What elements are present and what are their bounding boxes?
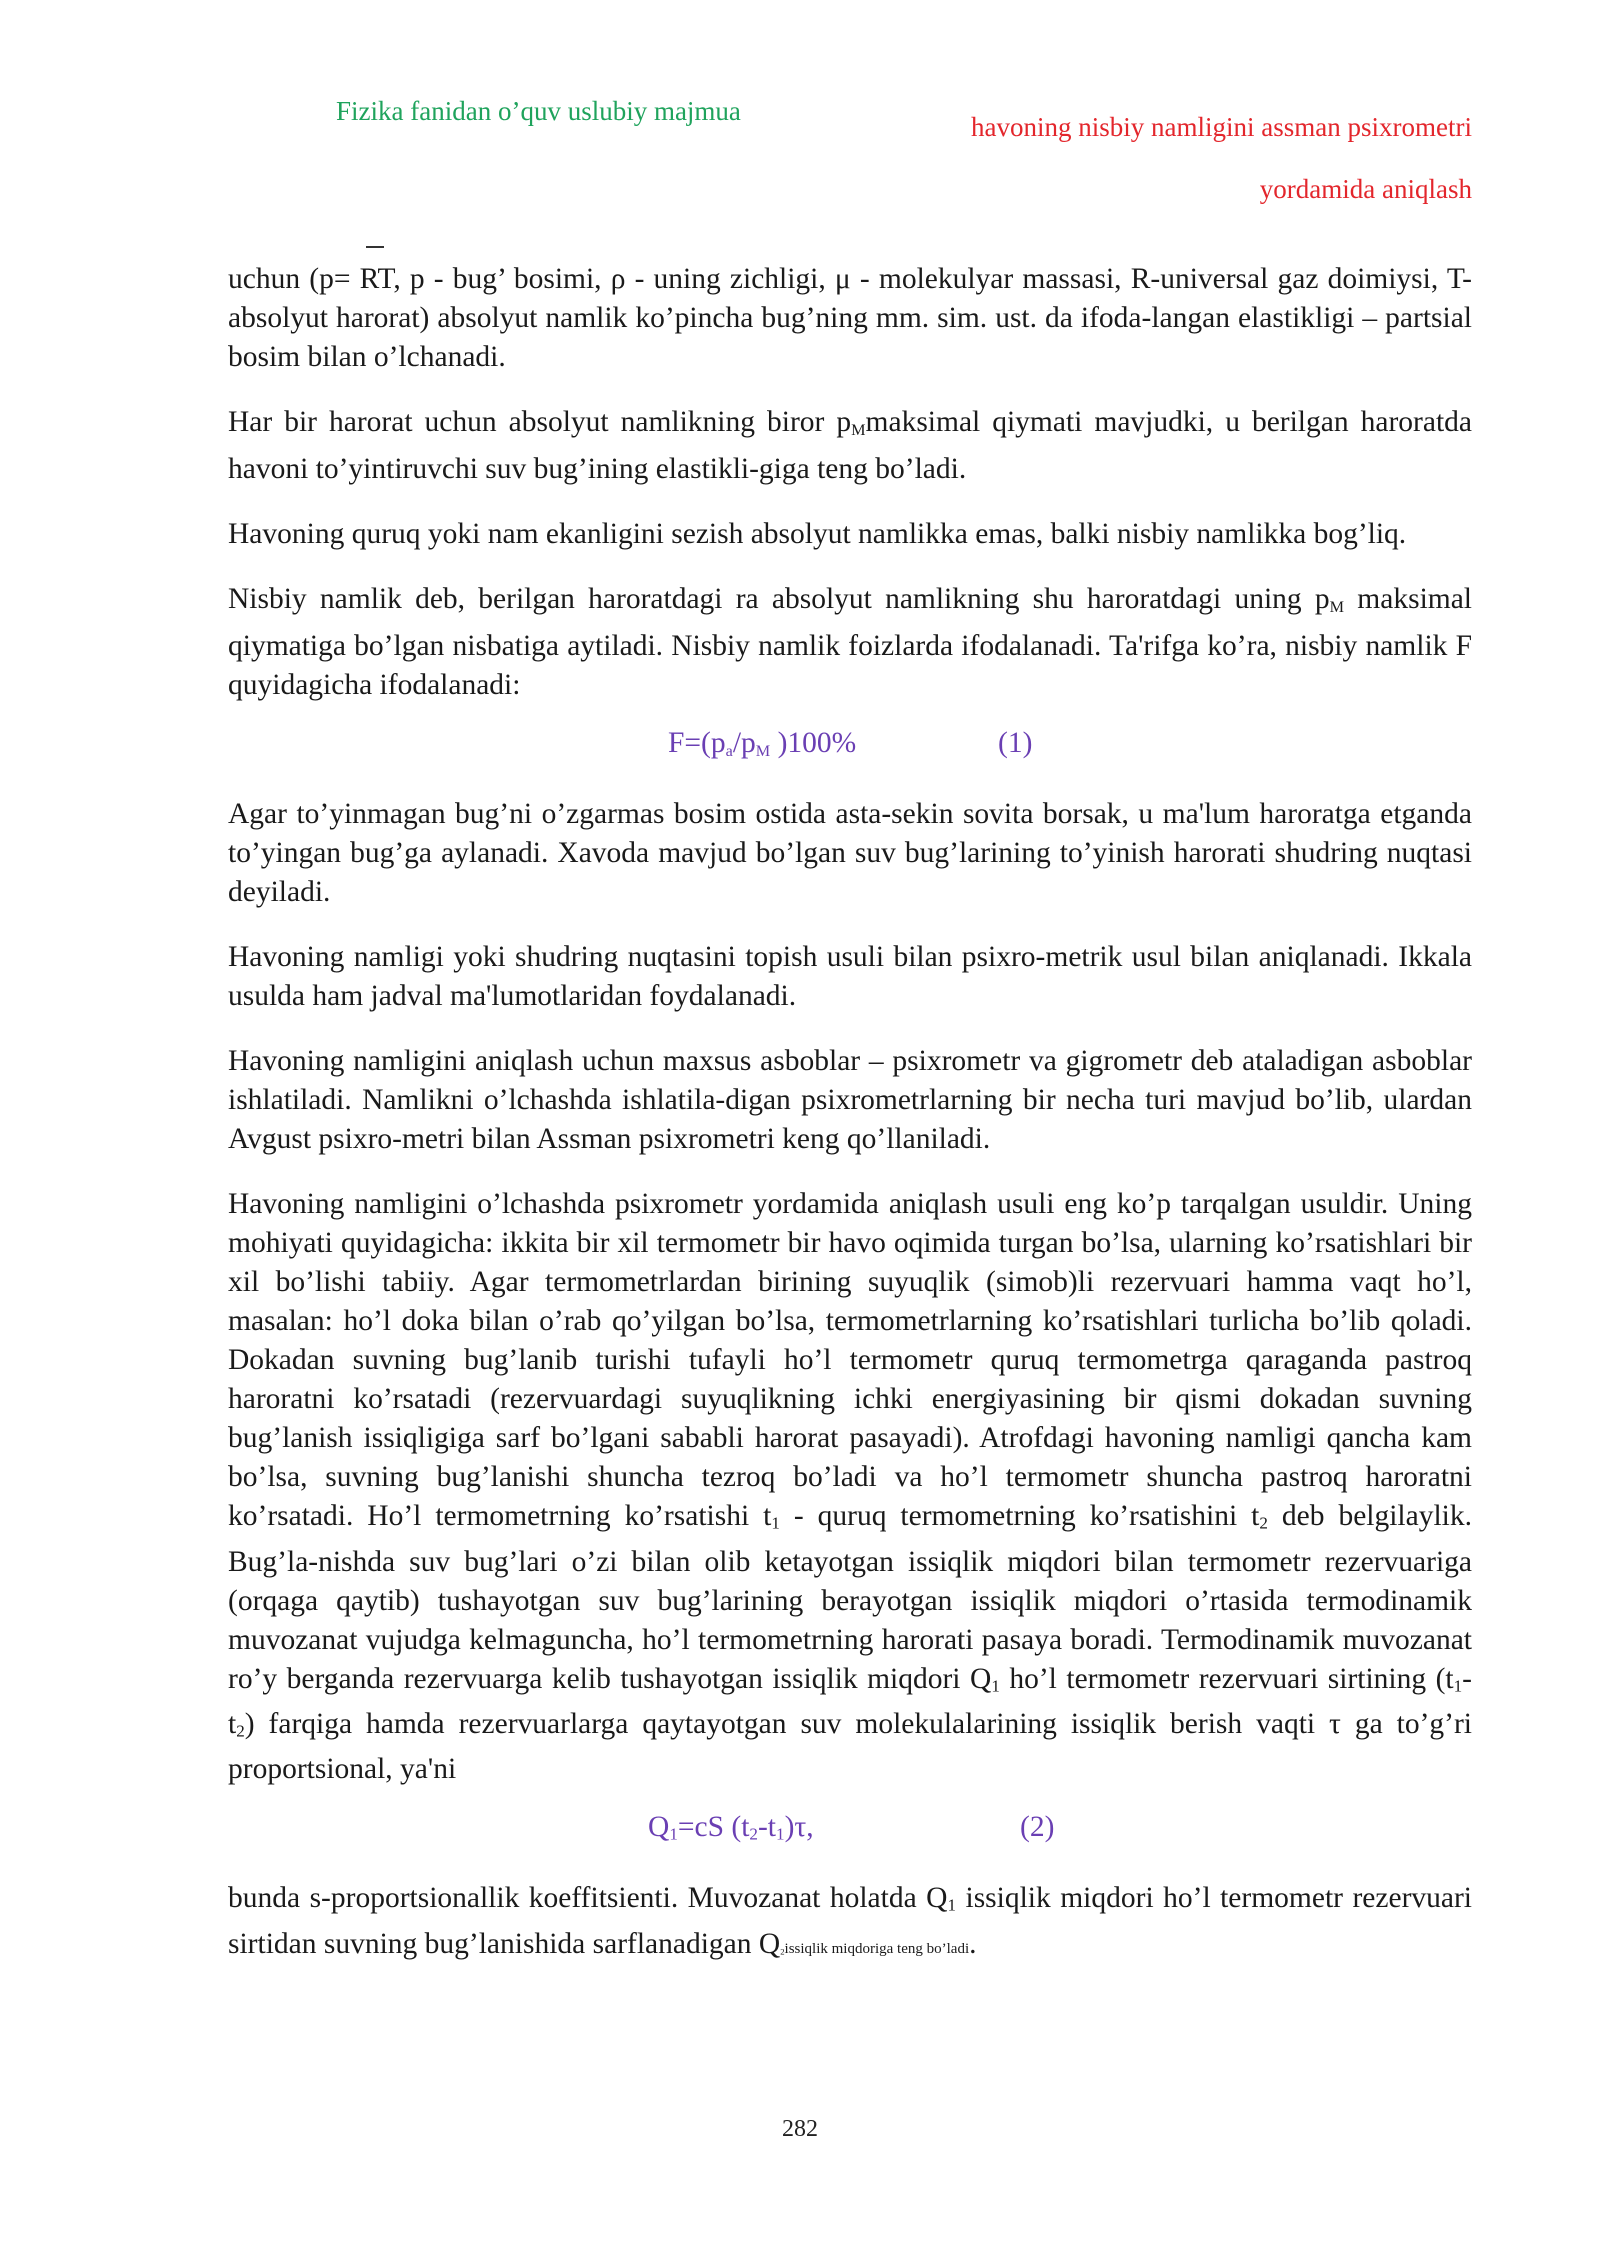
page-number: 282 <box>782 2116 818 2142</box>
paragraph-4: Nisbiy namlik deb, berilgan haroratdagi ra absolyut namlikning shu haroratdagi uning $p_M$ maksimal qiymatiga bo’lgan nisbatiga aytiladi. Nisbiy namlik foizlarda ifodalanadi. Ta'rifga ko’ra, nisbiy namlik F quyidagicha ifodalanadi: <box>228 583 1472 702</box>
paragraph-6: Havoning namligi yoki shudring nuqtasini topish usuli bilan psixro-metrik usul bilan aniqlanadi. Ikkala usulda ham jadval ma'lumotlaridan foydalanadi. <box>228 941 1472 1013</box>
formula-1-number: (1) <box>998 727 1033 760</box>
formula-1-expression: $F=(p_a/p_M$ )100% <box>668 727 857 761</box>
paragraph-5: Agar to’yinmagan bug’ni o’zgarmas bosim ostida asta-sekin sovita borsak, u ma'lum haroratga etganda to’yingan bug’ga aylanadi. Xavoda mavjud bo’lgan suv bug’larining to’yinish harorati shudring nuqtasi deyiladi. <box>228 798 1472 909</box>
paragraph-3: Havoning quruq yoki nam ekanligini sezish absolyut namlikka emas, balki nisbiy namlikka bog’liq. <box>228 518 1407 551</box>
formula-1 <box>228 727 1472 783</box>
paragraph-1: uchun (p= RT, p - bug’ bosimi, ρ - uning zichligi, μ - molekulyar massasi, R-universal gaz doimiysi, T-absolyut harorat) absolyut namlik ko’pincha bug’ning mm. sim. ust. da ifoda-langan elastikligi – partsial bosim bilan o’lchanadi. <box>228 263 1472 373</box>
paragraph-9: bunda s-proportsionallik koeffitsienti. Muvozanat holatda Q1 issiqlik miqdori ho’l termometr rezervuari sirtidan suvning bug’lanishida sarflanadigan Q2issiqlik miqdoriga teng bo’ladi. <box>228 1882 1473 1960</box>
paragraph-8: Havoning namligini o’lchashda psixrometr yordamida aniqlash usuli eng ko’p tarqalgan usuldir. Uning mohiyati quyidagicha: ikkita bir xil termometr bir havo oqimida turgan bo’lsa, ularning ko’rsatishlari bir xil bo’lishi tabiiy. Agar termometrlardan birining suyuqlik (simob)li rezervuari hamma vaqt ho’l, masalan: ho’l doka bilan o’rab qo’yilgan bo’lsa, termometrlarning ko’rsatishlari turlicha bo’lib qoladi. Dokadan suvning bug’lanib turishi tufayli ho’l termometr quruq termometrga qaraganda pastroq haroratni ko’rsatadi (rezervuardagi suyuqlikning ichki energiyasining bir qismi dokadan suvning bug’lanish issiqligiga sarf bo’lgani sababli harorat pasayadi). Atrofdagi havoning namligi qancha kam bo’lsa, suvning bug’lanishi shuncha tezroq bo’ladi va ho’l termometr shuncha pastroq haroratni ko’rsatadi. Ho’l termometrning ko’rsatishi t1 - quruq termometrning ko’rsatishini t2 deb belgilaylik. Bug’la-nishda suv bug’lari o’zi bilan olib ketayotgan issiqlik miqdori bilan termometr rezervuariga (orqaga qaytib) tushayotgan suv bug’larining berayotgan issiqlik miqdori o’rtasida termodinamik muvozanat vujudga kelmaguncha, ho’l termometrning harorati pasaya boradi. Termodinamik muvozanat ro’y berganda rezervuarga kelib tushayotgan issiqlik miqdori Q1 ho’l termometr rezervuari sirtining (t1-t2) farqiga hamda rezervuarlarga qaytayotgan suv molekulalarining issiqlik berish vaqti τ ga to’g’ri proportsional, ya'ni <box>228 1188 1472 1786</box>
formula-2-number: (2) <box>1020 1811 1055 1844</box>
fraction-bar <box>366 246 384 248</box>
header-right-line-2: yordamida aniqlash <box>1259 174 1472 204</box>
header-right-title <box>832 96 1472 220</box>
formula-2 <box>228 1811 1472 1867</box>
header-left-title: Fizika fanidan o’quv uslubiy majmua <box>336 96 741 126</box>
header-right-line-1: havoning nisbiy namligini assman psixrometri <box>971 112 1472 142</box>
paragraph-7: Havoning namligini aniqlash uchun maxsus asboblar – psixrometr va gigrometr deb ataladigan asboblar ishlatiladi. Namlikni o’lchashda ishlatila-digan psixrometrlarning bir necha turi mavjud bo’lib, ulardan Avgust psixro-metri bilan Assman psixrometri keng qo’llaniladi. <box>228 1045 1472 1156</box>
formula-2-expression: Q1=cS (t2-t1)τ, <box>648 1811 814 1844</box>
page-body <box>228 260 1472 1998</box>
paragraph-2: Har bir harorat uchun absolyut namlikning biror $p_Mmaksimal$ qiymati mavjudki, u berilgan haroratda havoni to’yintiruvchi suv bug’ining elastikli-giga teng bo’ladi. <box>228 406 1472 486</box>
